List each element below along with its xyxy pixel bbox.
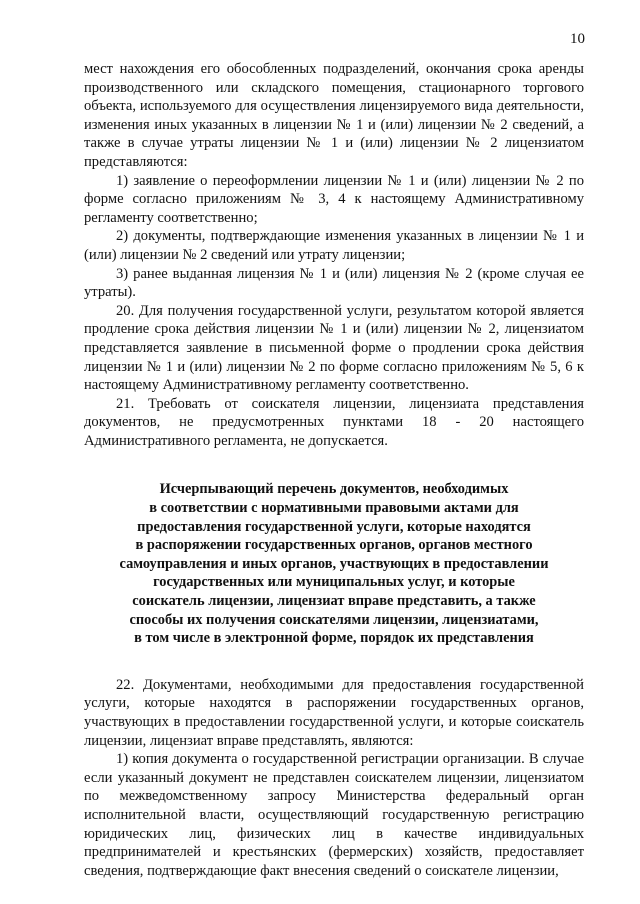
page-number: 10: [570, 31, 585, 47]
document-body: [84, 60, 584, 880]
heading-line: способы их получения соискателями лицензии, лицензиатами,: [129, 611, 539, 628]
paragraph-continuation: мест нахождения его обособленных подразделений, окончания срока аренды производственного или складского помещения, стационарного торгового объекта, используемого для осуществления лицензируемого вида деятельности, изменения иных указанных в лицензии № 1 и (или) лицензии № 2 сведений, а также в случае утраты лицензии № 1 и (или) лицензии № 2 лицензиатом представляются:: [84, 61, 584, 170]
section-heading: [84, 480, 584, 647]
heading-line: в соответствии с нормативными правовыми актами для: [149, 500, 519, 517]
heading-line: в том числе в электронной форме, порядок их представления: [134, 630, 534, 647]
heading-line: государственных или муниципальных услуг, и которые: [153, 574, 515, 591]
heading-line: в распоряжении государственных органов, органов местного: [135, 537, 533, 554]
paragraph-21: 21. Требовать от соискателя лицензии, лицензиата представления документов, не предусмотренных пунктами 18 - 20 настоящего Административного регламента, не допускается.: [84, 395, 584, 449]
heading-line: самоуправления и иных органов, участвующих в предоставлении: [119, 555, 549, 572]
heading-line: соискатель лицензии, лицензиат вправе представить, а также: [132, 593, 536, 610]
list-item-3: 3) ранее выданная лицензия № 1 и (или) лицензия № 2 (кроме случая ее утраты).: [84, 265, 584, 301]
heading-line: Исчерпывающий перечень документов, необходимых: [159, 481, 509, 498]
heading-line: предоставления государственной услуги, которые находятся: [137, 518, 531, 535]
list-item-22-1: 1) копия документа о государственной регистрации организации. В случае если указанный документ не представлен соискателем лицензии, лицензиатом по межведомственному запросу Министерства федеральный орган исполнительной власти, осуществляющий государственную регистрацию юридических лиц, физических лиц в качестве индивидуальных предпринимателей и крестьянских (фермерских) хозяйств, предоставляет сведения, подтверждающие факт внесения сведений о соискателе лицензии,: [84, 751, 584, 879]
list-item-1: 1) заявление о переоформлении лицензии № 1 и (или) лицензии № 2 по форме согласно приложениям № 3, 4 к настоящему Административному регламенту соответственно;: [84, 172, 584, 226]
paragraph-20: 20. Для получения государственной услуги, результатом которой является продление срока действия лицензии № 1 и (или) лицензии № 2, лицензиатом представляется заявление в письменной форме о продлении срока действия лицензии № 1 и (или) лицензии № 2 по форме согласно приложениям № 5, 6 к настоящему Административному регламенту соответственно.: [84, 302, 584, 394]
list-item-2: 2) документы, подтверждающие изменения указанных в лицензии № 1 и (или) лицензии № 2 сведений или утрату лицензии;: [84, 228, 584, 263]
paragraph-22: 22. Документами, необходимыми для предоставления государственной услуги, которые находятся в распоряжении государственных органов, участвующих в предоставлении государственной услуги, и которые соискатель лицензии, лицензиат вправе представлять, являются:: [84, 676, 584, 749]
